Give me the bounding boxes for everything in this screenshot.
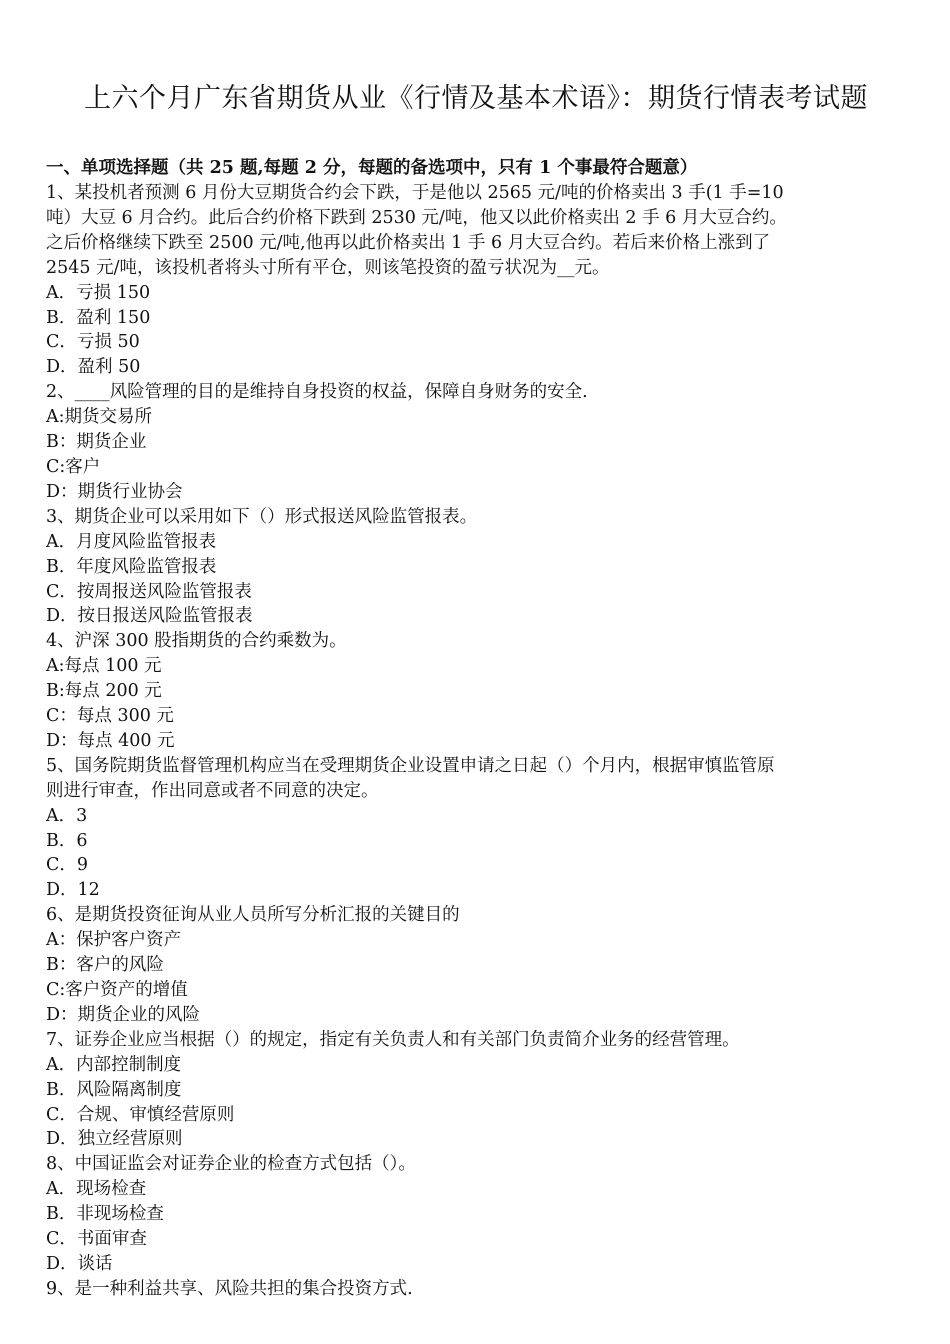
question-stem-line: 则进行审查，作出同意或者不同意的决定。 [46, 780, 379, 801]
answer-option: B：期货企业 [46, 432, 147, 453]
answer-option: B．风险隔离制度 [46, 1079, 182, 1100]
answer-option: B．非现场检查 [46, 1204, 164, 1225]
answer-option: C:客户 [46, 456, 101, 477]
answer-option: D：每点 400 元 [46, 730, 175, 751]
question-stem [46, 1277, 906, 1302]
question-stem-line: 1、某投机者预测 6 月份大豆期货合约会下跌，于是他以 2565 元/吨的价格卖出 3 手(1 手=10 [46, 183, 784, 203]
answer-option: A．3 [46, 805, 88, 826]
question-stem-line: 3、期货企业可以采用如下（）形式报送风险监管报表。 [46, 506, 478, 527]
answer-option: C．合规、审慎经营原则 [46, 1104, 235, 1125]
answer-option: C:客户资产的增值 [46, 980, 188, 1000]
answer-option: D．盈利 50 [46, 357, 141, 378]
question-block [46, 1277, 906, 1302]
question-stem [46, 903, 906, 928]
answer-option: A．亏损 150 [46, 282, 151, 303]
answer-option: A．现场检查 [46, 1179, 147, 1200]
answer-option: A:期货交易所 [46, 407, 153, 428]
document-title: 上六个月广东省期货从业《行情及基本术语》：期货行情表考试题 [84, 83, 868, 114]
answer-option: C．亏损 50 [46, 332, 140, 353]
question-stem [46, 1152, 906, 1177]
answer-option: C：每点 300 元 [46, 706, 174, 727]
answer-option: D．谈话 [46, 1253, 113, 1274]
question-stem-line: 7、证券企业应当根据（）的规定，指定有关负责人和有关部门负责简介业务的经营管理。 [46, 1029, 740, 1050]
answer-option: A：保护客户资产 [46, 930, 182, 951]
question-stem-line: 2、____风险管理的目的是维持自身投资的权益，保障自身财务的安全. [46, 382, 588, 403]
question-stem-line: 5、国务院期货监督管理机构应当在受理期货企业设置申请之日起（）个月内，根据审慎监管原 [46, 755, 775, 776]
question-stem-line: 9、是一种利益共享、风险共担的集合投资方式. [46, 1278, 413, 1299]
answer-option: D：期货行业协会 [46, 481, 183, 502]
question-block [46, 1028, 906, 1153]
question-stem [46, 181, 906, 281]
answer-option: B：客户的风险 [46, 955, 164, 976]
question-stem [46, 505, 906, 530]
section-heading: 一、单项选择题（共 25 题,每题 2 分，每题的备选项中，只有 1 个事最符合题意） [46, 158, 698, 178]
question-list [46, 181, 906, 1302]
question-stem [46, 380, 906, 405]
answer-option: D．按日报送风险监管报表 [46, 606, 253, 627]
answer-option: A:每点 100 元 [46, 656, 162, 677]
question-block [46, 629, 906, 754]
question-stem [46, 1028, 906, 1053]
question-stem [46, 629, 906, 654]
question-block [46, 181, 906, 380]
question-stem [46, 754, 906, 804]
answer-option: C．9 [46, 855, 89, 876]
question-stem-line: 之后价格继续下跌至 2500 元/吨,他再以此价格卖出 1 手 6 月大豆合约。若后来价格上涨到了 [46, 232, 771, 253]
question-block [46, 505, 906, 630]
question-block [46, 1152, 906, 1277]
answer-option: D：期货企业的风险 [46, 1004, 201, 1025]
answer-option: C．书面审查 [46, 1229, 147, 1250]
question-stem-line: 2545 元/吨，该投机者将头寸所有平仓，则该笔投资的盈亏状况为__元。 [46, 257, 610, 278]
answer-option: B．年度风险监管报表 [46, 556, 217, 577]
answer-option: B．6 [46, 830, 88, 851]
question-stem-line: 8、中国证监会对证券企业的检查方式包括（）。 [46, 1154, 416, 1175]
question-stem-line: 4、沪深 300 股指期货的合约乘数为。 [46, 631, 347, 652]
answer-option: D．12 [46, 880, 100, 901]
answer-option: B:每点 200 元 [46, 681, 162, 702]
question-stem-line: 吨）大豆 6 月合约。此后合约价格下跌到 2530 元/吨，他又以此价格卖出 2 手 6 月大豆合约。 [46, 207, 787, 228]
answer-option: A．内部控制制度 [46, 1054, 182, 1075]
answer-option: C．按周报送风险监管报表 [46, 581, 252, 602]
answer-option: B．盈利 150 [46, 307, 151, 328]
question-block [46, 380, 906, 505]
question-block [46, 903, 906, 1028]
answer-option: A．月度风险监管报表 [46, 531, 217, 552]
question-block [46, 754, 906, 903]
answer-option: D．独立经营原则 [46, 1129, 183, 1150]
question-stem-line: 6、是期货投资征询从业人员所写分析汇报的关键目的 [46, 905, 460, 926]
